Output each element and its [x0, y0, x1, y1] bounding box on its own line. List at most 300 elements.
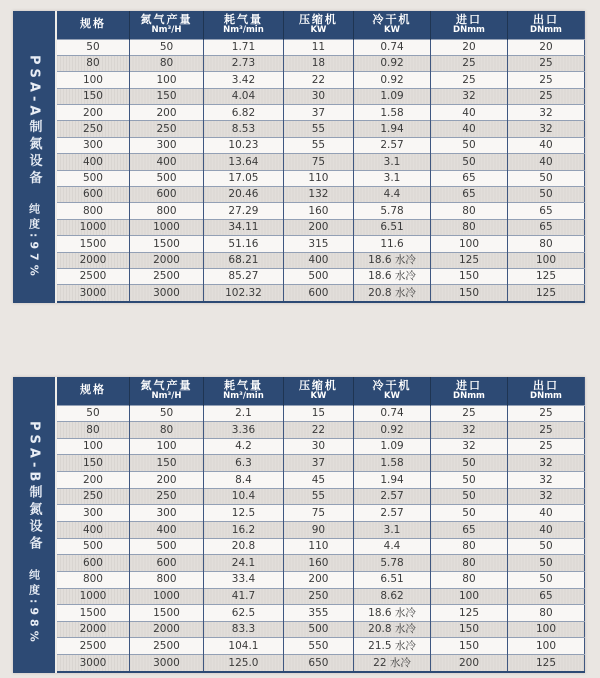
cell: 1.58: [354, 455, 431, 472]
cell: 25: [507, 422, 584, 439]
column-header-unit: DNmm: [453, 391, 485, 402]
cell: 4.04: [204, 88, 284, 104]
table-row: [57, 154, 585, 170]
cell: 24.1: [204, 555, 284, 572]
cell: 40: [431, 121, 508, 137]
cell: 34.11: [204, 219, 284, 235]
cell: 132: [283, 187, 353, 203]
cell: 250: [57, 121, 129, 137]
column-header-unit: KW: [384, 25, 400, 36]
table-row: [57, 521, 585, 538]
cell: 80: [129, 422, 203, 439]
cell: 21.5 水冷: [354, 638, 431, 655]
column-header-label: 压缩机: [298, 12, 338, 26]
cell: 75: [283, 505, 353, 522]
column-header-label: 进口: [455, 12, 482, 26]
cell: 1000: [129, 219, 203, 235]
cell: 1.94: [354, 121, 431, 137]
cell: 4.2: [204, 438, 284, 455]
cell: 150: [57, 455, 129, 472]
cell: 250: [129, 488, 203, 505]
cell: 1.09: [354, 88, 431, 104]
cell: 25: [507, 72, 584, 88]
cell: 355: [283, 605, 353, 622]
cell: 1000: [57, 588, 129, 605]
column-header-unit: Nm³/min: [223, 25, 264, 36]
cell: 45: [283, 472, 353, 489]
cell: 40: [507, 505, 584, 522]
cell: 200: [431, 655, 508, 672]
column-header-unit: DNmm: [530, 391, 562, 402]
cell: 100: [129, 72, 203, 88]
cell: 51.16: [204, 236, 284, 252]
column-header: [57, 11, 129, 39]
cell: 65: [431, 170, 508, 186]
cell: 18.6 水冷: [354, 605, 431, 622]
column-header-unit: Nm³/min: [223, 391, 264, 402]
cell: 550: [283, 638, 353, 655]
table-row: [57, 72, 585, 88]
cell: 300: [129, 137, 203, 153]
cell: 4.4: [354, 187, 431, 203]
cell: 3000: [129, 285, 203, 302]
cell: 83.3: [204, 621, 284, 638]
cell: 25: [431, 405, 508, 422]
cell: 18: [283, 55, 353, 71]
table-row: [57, 121, 585, 137]
cell: 33.4: [204, 571, 284, 588]
column-header: [57, 377, 129, 405]
cell: 1500: [57, 236, 129, 252]
cell: 150: [431, 285, 508, 302]
cell: 400: [57, 521, 129, 538]
cell: 15: [283, 405, 353, 422]
psa-b-sidebar: [13, 377, 57, 673]
cell: 8.4: [204, 472, 284, 489]
cell: 500: [57, 538, 129, 555]
cell: 1.58: [354, 105, 431, 121]
cell: 25: [431, 55, 508, 71]
cell: 100: [129, 438, 203, 455]
table-row: [57, 39, 585, 55]
table-row: [57, 472, 585, 489]
cell: 250: [57, 488, 129, 505]
cell: 500: [129, 170, 203, 186]
cell: 65: [507, 588, 584, 605]
cell: 40: [431, 105, 508, 121]
cell: 1500: [129, 236, 203, 252]
cell: 150: [431, 621, 508, 638]
cell: 110: [283, 170, 353, 186]
column-header-label: 氮气产量: [140, 12, 193, 26]
cell: 27.29: [204, 203, 284, 219]
cell: 650: [283, 655, 353, 672]
cell: 3.1: [354, 521, 431, 538]
table-row: [57, 219, 585, 235]
table-row: [57, 505, 585, 522]
cell: 125: [431, 605, 508, 622]
cell: 2.1: [204, 405, 284, 422]
cell: 100: [507, 621, 584, 638]
cell: 22: [283, 72, 353, 88]
cell: 200: [57, 472, 129, 489]
cell: 2500: [129, 268, 203, 284]
psa-a-sidebar: [13, 11, 57, 303]
cell: 1000: [57, 219, 129, 235]
cell: 37: [283, 455, 353, 472]
column-header: [507, 11, 584, 39]
column-header: [354, 377, 431, 405]
table-row: [57, 488, 585, 505]
cell: 20: [431, 39, 508, 55]
cell: 400: [57, 154, 129, 170]
cell: 25: [507, 88, 584, 104]
cell: 50: [431, 472, 508, 489]
cell: 20.46: [204, 187, 284, 203]
cell: 80: [431, 538, 508, 555]
cell: 80: [507, 236, 584, 252]
table-row: [57, 187, 585, 203]
column-header-unit: KW: [310, 391, 327, 402]
cell: 50: [57, 405, 129, 422]
cell: 125: [431, 252, 508, 268]
cell: 1500: [129, 605, 203, 622]
cell: 50: [507, 170, 584, 186]
cell: 2.57: [354, 488, 431, 505]
cell: 32: [431, 422, 508, 439]
cell: 11.6: [354, 236, 431, 252]
cell: 6.3: [204, 455, 284, 472]
cell: 104.1: [204, 638, 284, 655]
table-row: [57, 137, 585, 153]
table-row: [57, 170, 585, 186]
cell: 80: [431, 571, 508, 588]
sidebar-series-title: PSA-B制氮设备: [26, 421, 42, 554]
column-header-label: 耗气量: [223, 378, 263, 392]
table-row: [57, 655, 585, 672]
table-row: [57, 88, 585, 104]
column-header: [129, 11, 203, 39]
cell: 40: [507, 137, 584, 153]
cell: 600: [129, 555, 203, 572]
cell: 800: [57, 571, 129, 588]
cell: 11: [283, 39, 353, 55]
cell: 0.92: [354, 55, 431, 71]
cell: 1500: [57, 605, 129, 622]
cell: 102.32: [204, 285, 284, 302]
cell: 3000: [57, 655, 129, 672]
cell: 600: [283, 285, 353, 302]
cell: 2500: [57, 638, 129, 655]
column-header-unit: Nm³/H: [151, 25, 182, 36]
cell: 3.36: [204, 422, 284, 439]
column-header-label: 出口: [532, 378, 559, 392]
column-header-label: 进口: [455, 378, 482, 392]
column-header-unit: KW: [310, 25, 327, 36]
cell: 32: [507, 455, 584, 472]
cell: 100: [431, 588, 508, 605]
cell: 1.94: [354, 472, 431, 489]
cell: 6.82: [204, 105, 284, 121]
cell: 50: [431, 505, 508, 522]
column-header: [354, 11, 431, 39]
column-header-label: 氮气产量: [140, 378, 193, 392]
cell: 85.27: [204, 268, 284, 284]
cell: 0.74: [354, 405, 431, 422]
cell: 62.5: [204, 605, 284, 622]
cell: 20: [507, 39, 584, 55]
column-header-unit: DNmm: [453, 25, 485, 36]
column-header-label: 冷干机: [372, 378, 412, 392]
cell: 18.6 水冷: [354, 268, 431, 284]
cell: 50: [129, 39, 203, 55]
cell: 41.7: [204, 588, 284, 605]
cell: 500: [57, 170, 129, 186]
cell: 3000: [129, 655, 203, 672]
cell: 3.42: [204, 72, 284, 88]
column-header-label: 耗气量: [223, 12, 263, 26]
cell: 17.05: [204, 170, 284, 186]
cell: 80: [507, 605, 584, 622]
cell: 16.2: [204, 521, 284, 538]
cell: 50: [507, 555, 584, 572]
cell: 80: [431, 203, 508, 219]
column-header: [431, 11, 508, 39]
column-header-label: 规格: [79, 383, 106, 397]
cell: 150: [129, 88, 203, 104]
cell: 0.92: [354, 422, 431, 439]
table-row: [57, 538, 585, 555]
cell: 1.71: [204, 39, 284, 55]
cell: 160: [283, 203, 353, 219]
cell: 500: [283, 621, 353, 638]
cell: 18.6 水冷: [354, 252, 431, 268]
cell: 2500: [129, 638, 203, 655]
cell: 55: [283, 137, 353, 153]
cell: 6.51: [354, 219, 431, 235]
sidebar-purity-label: 纯度:97%: [27, 203, 41, 281]
sidebar-purity-label: 纯度:98%: [27, 569, 41, 646]
cell: 250: [129, 121, 203, 137]
table-row: [57, 55, 585, 71]
column-header: [431, 377, 508, 405]
cell: 10.23: [204, 137, 284, 153]
cell: 25: [507, 55, 584, 71]
cell: 80: [431, 555, 508, 572]
column-header: [283, 11, 353, 39]
column-header-label: 冷干机: [372, 12, 412, 26]
cell: 80: [431, 219, 508, 235]
table-row: [57, 555, 585, 572]
cell: 65: [507, 219, 584, 235]
cell: 90: [283, 521, 353, 538]
cell: 600: [57, 187, 129, 203]
header-row: [57, 11, 585, 39]
column-header-label: 出口: [532, 12, 559, 26]
cell: 600: [57, 555, 129, 572]
table-row: [57, 268, 585, 284]
column-header: [129, 377, 203, 405]
psa-a-spec-table: [57, 11, 585, 303]
column-header-label: 规格: [79, 17, 106, 31]
cell: 80: [57, 55, 129, 71]
cell: 150: [431, 638, 508, 655]
cell: 100: [507, 638, 584, 655]
cell: 80: [129, 55, 203, 71]
cell: 32: [507, 105, 584, 121]
cell: 65: [431, 187, 508, 203]
cell: 25: [431, 72, 508, 88]
cell: 315: [283, 236, 353, 252]
column-header: [204, 377, 284, 405]
cell: 2000: [57, 621, 129, 638]
cell: 50: [431, 137, 508, 153]
column-header-unit: Nm³/H: [151, 391, 182, 402]
cell: 50: [57, 39, 129, 55]
cell: 0.74: [354, 39, 431, 55]
column-header-unit: KW: [384, 391, 400, 402]
cell: 22: [283, 422, 353, 439]
cell: 65: [431, 521, 508, 538]
cell: 800: [57, 203, 129, 219]
cell: 75: [283, 154, 353, 170]
cell: 3.1: [354, 154, 431, 170]
table-row: [57, 605, 585, 622]
psa-a-spec-block: [13, 11, 585, 303]
cell: 80: [57, 422, 129, 439]
table-row: [57, 438, 585, 455]
column-header: [507, 377, 584, 405]
cell: 1000: [129, 588, 203, 605]
cell: 50: [507, 538, 584, 555]
sidebar-series-title: PSA-A制氮设备: [26, 55, 42, 188]
table-row: [57, 236, 585, 252]
cell: 2.57: [354, 505, 431, 522]
cell: 125: [507, 655, 584, 672]
cell: 200: [57, 105, 129, 121]
cell: 32: [507, 472, 584, 489]
cell: 300: [57, 137, 129, 153]
header-row: [57, 377, 585, 405]
cell: 50: [507, 571, 584, 588]
cell: 1.09: [354, 438, 431, 455]
cell: 40: [507, 154, 584, 170]
cell: 65: [507, 203, 584, 219]
cell: 200: [129, 472, 203, 489]
cell: 150: [129, 455, 203, 472]
column-header: [204, 11, 284, 39]
cell: 3.1: [354, 170, 431, 186]
cell: 300: [129, 505, 203, 522]
cell: 600: [129, 187, 203, 203]
cell: 0.92: [354, 72, 431, 88]
cell: 30: [283, 88, 353, 104]
table-row: [57, 588, 585, 605]
cell: 125: [507, 268, 584, 284]
table-row: [57, 455, 585, 472]
table-row: [57, 621, 585, 638]
cell: 160: [283, 555, 353, 572]
psa-b-spec-table: [57, 377, 585, 673]
cell: 32: [507, 488, 584, 505]
cell: 22 水冷: [354, 655, 431, 672]
cell: 20.8: [204, 538, 284, 555]
table-row: [57, 571, 585, 588]
cell: 100: [431, 236, 508, 252]
cell: 200: [283, 219, 353, 235]
cell: 5.78: [354, 555, 431, 572]
cell: 150: [57, 88, 129, 104]
cell: 200: [283, 571, 353, 588]
table-row: [57, 252, 585, 268]
cell: 12.5: [204, 505, 284, 522]
cell: 2500: [57, 268, 129, 284]
cell: 25: [507, 405, 584, 422]
cell: 125.0: [204, 655, 284, 672]
cell: 250: [283, 588, 353, 605]
cell: 400: [283, 252, 353, 268]
cell: 8.62: [354, 588, 431, 605]
cell: 32: [507, 121, 584, 137]
cell: 8.53: [204, 121, 284, 137]
cell: 500: [129, 538, 203, 555]
cell: 6.51: [354, 571, 431, 588]
cell: 10.4: [204, 488, 284, 505]
cell: 4.4: [354, 538, 431, 555]
cell: 20.8 水冷: [354, 285, 431, 302]
cell: 200: [129, 105, 203, 121]
column-header-unit: DNmm: [530, 25, 562, 36]
column-header: [283, 377, 353, 405]
table-row: [57, 203, 585, 219]
cell: 2.73: [204, 55, 284, 71]
cell: 100: [57, 438, 129, 455]
cell: 55: [283, 121, 353, 137]
table-row: [57, 638, 585, 655]
cell: 50: [431, 154, 508, 170]
table-row: [57, 105, 585, 121]
cell: 100: [57, 72, 129, 88]
cell: 25: [507, 438, 584, 455]
cell: 400: [129, 154, 203, 170]
cell: 5.78: [354, 203, 431, 219]
cell: 800: [129, 203, 203, 219]
cell: 37: [283, 105, 353, 121]
cell: 400: [129, 521, 203, 538]
cell: 50: [431, 488, 508, 505]
cell: 2000: [129, 252, 203, 268]
table-row: [57, 422, 585, 439]
cell: 20.8 水冷: [354, 621, 431, 638]
psa-b-spec-block: [13, 377, 585, 673]
cell: 500: [283, 268, 353, 284]
cell: 32: [431, 88, 508, 104]
table-row: [57, 405, 585, 422]
column-header-label: 压缩机: [298, 378, 338, 392]
cell: 150: [431, 268, 508, 284]
table-row: [57, 285, 585, 302]
cell: 2000: [129, 621, 203, 638]
cell: 3000: [57, 285, 129, 302]
cell: 800: [129, 571, 203, 588]
cell: 68.21: [204, 252, 284, 268]
cell: 13.64: [204, 154, 284, 170]
cell: 32: [431, 438, 508, 455]
cell: 30: [283, 438, 353, 455]
cell: 40: [507, 521, 584, 538]
cell: 100: [507, 252, 584, 268]
cell: 110: [283, 538, 353, 555]
